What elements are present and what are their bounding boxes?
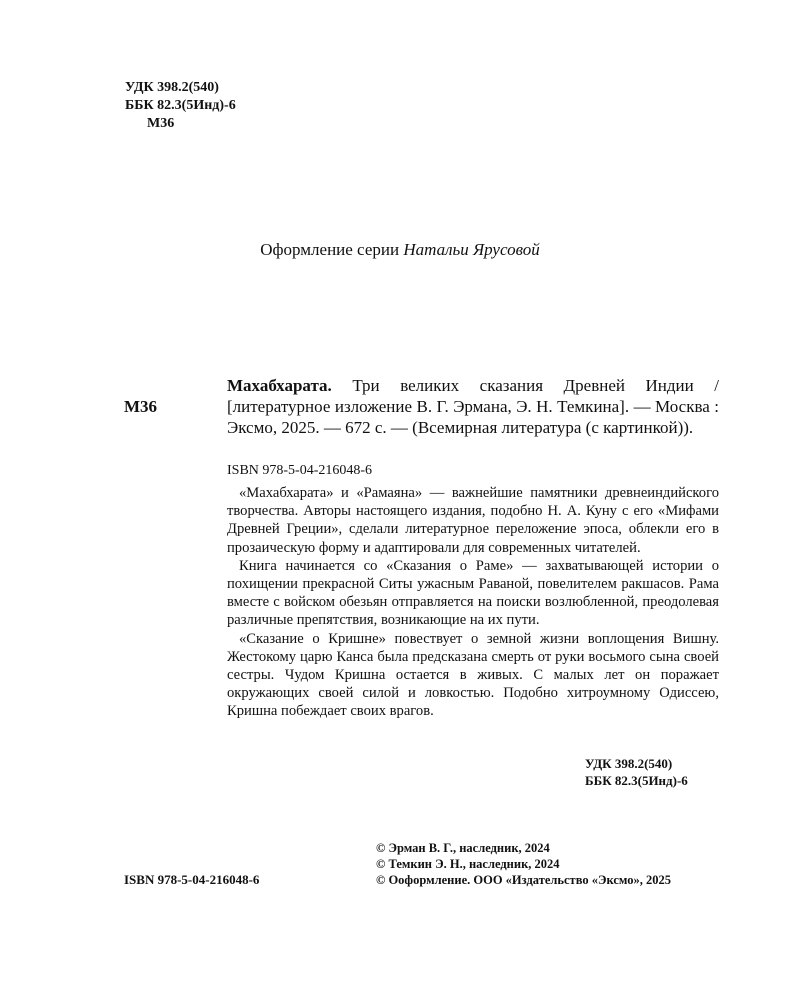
copyright-line: © Ооформление. ООО «Издательство «Эксмо», 2025 xyxy=(376,873,671,887)
copyright-block xyxy=(376,840,671,888)
series-design-prefix: Оформление серии xyxy=(260,240,404,259)
bbk-code-bottom: ББК 82.3(5Инд)-6 xyxy=(585,773,688,788)
book-title: Махабхарата. xyxy=(227,376,332,395)
annotation-paragraph: «Махабхарата» и «Рамаяна» — важнейшие памятники древнеиндийского творчества. Авторы настоящего издания, подобно Н. А. Куну с его «Мифами Древней Греции», сделали литературное переложение эпоса, облекли его в прозаическую форму и адаптировали для современных читателей. xyxy=(227,485,719,556)
annotation xyxy=(227,484,719,721)
series-designer-name: Натальи Ярусовой xyxy=(403,240,540,259)
isbn-line: ISBN 978-5-04-216048-6 xyxy=(227,463,373,478)
copyright-line: © Эрман В. Г., наследник, 2024 xyxy=(376,841,550,855)
author-sign: М36 xyxy=(147,116,175,131)
author-sign-left: М36 xyxy=(124,397,158,416)
classification-codes-bottom xyxy=(585,755,688,789)
isbn-bottom: ISBN 978-5-04-216048-6 xyxy=(124,872,260,887)
series-design-credit xyxy=(0,240,800,260)
udk-code-bottom: УДК 398.2(540) xyxy=(585,756,673,771)
bbk-code: ББК 82.3(5Инд)-6 xyxy=(125,98,236,113)
bibliographic-description: Три великих сказания Древней Индии / [литературное изложение В. Г. Эрмана, Э. Н. Темкина]. — Москва : Эксмо, 2025. — 672 с. — (Всемирная литература (с картинкой)). xyxy=(227,376,719,437)
udk-code: УДК 398.2(540) xyxy=(125,80,219,95)
annotation-paragraph: «Сказание о Кришне» повествует о земной жизни воплощения Вишну. Жестокому царю Канса была предсказана смерть от руки восьмого сына своей сестры. Чудом Кришна остается в живых. С малых лет он поражает окружающих своей силой и ловкостью. Подобно хитроумному Одиссею, Кришна побеждает своих врагов. xyxy=(227,630,719,720)
classification-codes-top xyxy=(125,79,236,133)
annotation-paragraph: Книга начинается со «Сказания о Раме» — захватывающей истории о похищении прекрасной Ситы ужасным Раваной, повелителем ракшасов. Рама вместе с войском обезьян отправляется на поиски возлюбленной, преодолевая различные препятствия, возникающие на их пути. xyxy=(227,557,719,629)
bibliographic-entry xyxy=(227,375,719,438)
copyright-line: © Темкин Э. Н., наследник, 2024 xyxy=(376,857,560,871)
